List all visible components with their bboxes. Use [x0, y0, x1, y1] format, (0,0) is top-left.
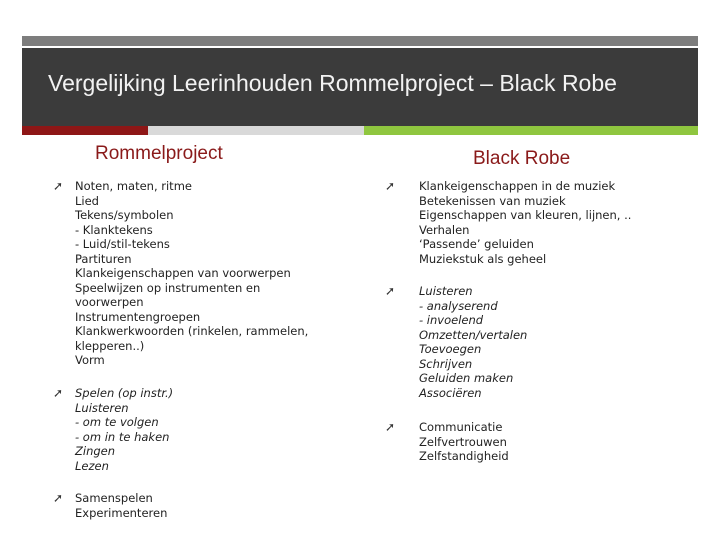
list-item: - om te volgen [75, 415, 159, 429]
list-item: Eigenschappen van kleuren, lijnen, .. [419, 208, 632, 222]
list-item: - Klanktekens [75, 222, 153, 237]
right-block-1 [419, 179, 631, 266]
list-item: klepperen..) [75, 338, 145, 353]
list-item: Verhalen [419, 222, 470, 237]
list-item: - Luid/stil-tekens [75, 237, 170, 251]
right-block-2 [419, 284, 527, 400]
list-item: Klankeigenschappen in de muziek [419, 179, 616, 193]
list-item: Luisteren [419, 284, 473, 298]
list-item: Klankeigenschappen van voorwerpen [75, 266, 291, 280]
list-item: Geluiden maken [419, 371, 514, 385]
bullet-icon: ➚ [53, 179, 64, 193]
list-item: Associëren [419, 385, 482, 400]
list-item: - invoelend [419, 313, 484, 327]
list-item: Experimenteren [75, 505, 168, 520]
bullet-icon: ➚ [385, 284, 396, 298]
list-item: Toevoegen [419, 342, 482, 356]
list-item: Klankwerkwoorden (rinkelen, rammelen, [75, 324, 309, 338]
list-item: Partituren [75, 251, 132, 266]
list-item: Zelfvertrouwen [419, 434, 507, 449]
list-item: ‘Passende’ geluiden [419, 237, 534, 251]
right-column-heading: Black Robe [473, 148, 571, 169]
list-item: Vorm [75, 353, 105, 367]
bullet-icon: ➚ [53, 491, 64, 505]
left-column-heading: Rommelproject [95, 143, 223, 164]
list-item: - om in te haken [75, 429, 170, 444]
list-item: Muziekstuk als geheel [419, 251, 547, 266]
title-bar [22, 48, 698, 126]
slide-title: Vergelijking Leerinhouden Rommelproject – Black Robe [48, 70, 617, 96]
list-item: Tekens/symbolen [75, 208, 174, 222]
list-item: Spelen (op instr.) [75, 386, 174, 400]
left-block-2 [75, 386, 173, 473]
list-item: Lezen [75, 458, 109, 473]
list-item: Zelfstandigheid [419, 449, 509, 463]
accent-stripe-gray [148, 126, 364, 135]
list-item: Schrijven [419, 356, 473, 371]
list-item: - analyserend [419, 298, 498, 313]
list-item: Speelwijzen op instrumenten en [75, 280, 261, 295]
left-block-3 [75, 491, 167, 520]
list-item: Noten, maten, ritme [75, 179, 192, 193]
list-item: Luisteren [75, 400, 129, 415]
right-block-3 [419, 420, 509, 464]
accent-stripe-red [22, 126, 148, 135]
list-item: Communicatie [419, 420, 503, 434]
top-rule [22, 36, 698, 46]
left-block-1 [75, 179, 308, 368]
bullet-icon: ➚ [385, 179, 396, 193]
list-item: Omzetten/vertalen [419, 327, 528, 342]
accent-stripe-green [364, 126, 698, 135]
list-item: Samenspelen [75, 491, 153, 505]
list-item: Lied [75, 193, 99, 208]
bullet-icon: ➚ [385, 420, 396, 434]
list-item: Instrumentengroepen [75, 309, 201, 324]
list-item: Betekenissen van muziek [419, 193, 566, 208]
list-item: voorwerpen [75, 295, 144, 309]
list-item: Zingen [75, 444, 116, 458]
bullet-icon: ➚ [53, 386, 64, 400]
